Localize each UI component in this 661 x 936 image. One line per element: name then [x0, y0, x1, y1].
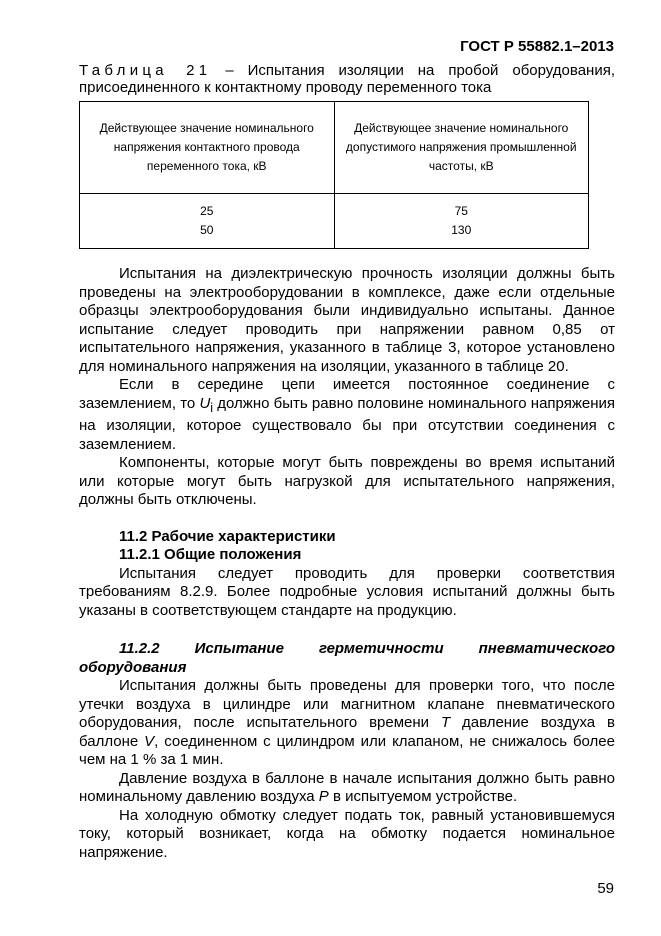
subsection-heading: 11.2.2 Испытание герметичности пневматического оборудования: [79, 640, 615, 676]
paragraph: Компоненты, которые могут быть повреждены во время испытаний или которые могут быть нагрузкой для испытательного напряжения, должны быть отключены.: [79, 454, 615, 508]
table-caption-label: Таблица 21: [79, 62, 212, 79]
symbol: U: [199, 394, 211, 412]
symbol: P: [318, 788, 329, 805]
table-value: 25: [200, 204, 214, 218]
table-value: 50: [200, 223, 214, 237]
table-value: 130: [451, 223, 472, 237]
section-heading: 11.2 Рабочие характеристики: [119, 527, 336, 545]
symbol-subscript: i: [210, 400, 214, 415]
paragraph: Испытания на диэлектрическую прочность изоляции должны быть проведены на электрооборудовании в комплексе, даже если отдельные образцы электрооборудования были индивидуально испытаны. Данное испытание следует проводить при напряжении равном 0,85 от испытательного напряжения, указанного в таблице 3, которое установлено для номинального напряжения на изоляции, указанного в таблице 20.: [79, 265, 615, 375]
page-number: 59: [597, 880, 614, 897]
table-header-cell: Действующее значение номинального допустимого напряжения промышленной частоты, кВ: [334, 102, 589, 194]
document-body: [79, 265, 615, 862]
table-header-row: [80, 102, 589, 194]
paragraph: Испытания должны быть проведены для проверки того, что после утечки воздуха в цилиндре или магнитном клапане пневматического оборудования, после испытательного времени T давление воздуха в баллоне V, соединенном с цилиндром или клапаном, не снижалось более чем на 1 % за 1 мин.: [79, 677, 615, 768]
symbol: V: [144, 732, 155, 750]
symbol: T: [440, 714, 451, 731]
table-row: [80, 194, 589, 249]
paragraph: Давление воздуха в баллоне в начале испытания должно быть равно номинальному давлению воздуха P в испытуемом устройстве.: [79, 769, 615, 805]
subsection-heading: 11.2.1 Общие положения: [119, 546, 302, 563]
paragraph: Если в середине цепи имеется постоянное соединение с заземлением, то $U_i$ должно быть равно половине номинального напряжения на изоляции, которое существовало бы при отсутствии соединения с заземлением.: [79, 376, 616, 453]
standard-number: ГОСТ Р 55882.1–2013: [460, 38, 614, 55]
table-caption-text: – Испытания изоляции на пробой оборудования, присоединенного к контактному проводу переменного тока: [79, 62, 615, 96]
paragraph: На холодную обмотку следует подать ток, равный установившемуся току, который возникает, когда на обмотку подается номинальное напряжение.: [79, 806, 615, 861]
table-cell: [334, 194, 589, 249]
paragraph: Испытания следует проводить для проверки соответствия требованиям 8.2.9. Более подробные условия испытаний должны быть указаны в соответствующем стандарте на продукцию.: [79, 564, 615, 619]
table-caption: [79, 62, 615, 96]
table-value: 75: [454, 204, 468, 218]
insulation-test-table: [79, 101, 589, 249]
table-cell: [80, 194, 335, 249]
table-header-cell: Действующее значение номинального напряжения контактного провода переменного тока, кВ: [80, 102, 335, 194]
